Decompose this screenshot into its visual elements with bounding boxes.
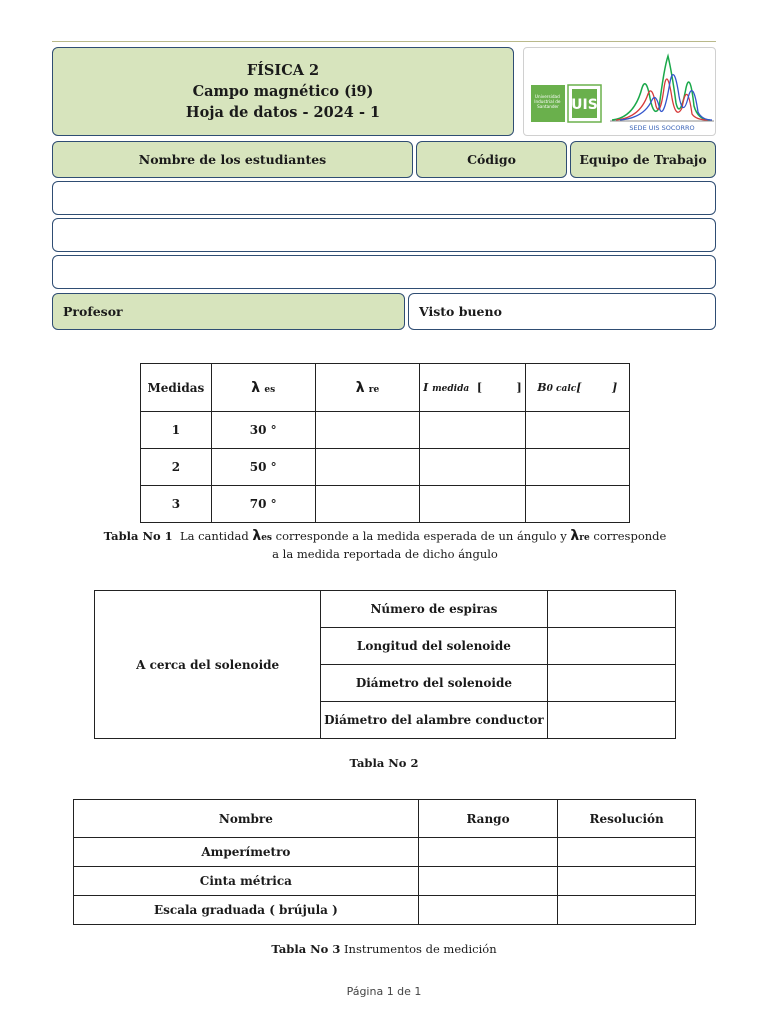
student-row-1[interactable]	[52, 181, 716, 215]
professor-label: Profesor	[52, 293, 405, 330]
table1-row	[141, 449, 630, 486]
table3-row	[74, 896, 696, 925]
table1-row	[141, 412, 630, 449]
table3-range-cell[interactable]	[418, 867, 558, 896]
table1-row-number: 3	[141, 486, 212, 523]
top-rule	[52, 41, 716, 42]
table1-cell-field[interactable]	[525, 449, 629, 486]
table1-cell-lambda-re[interactable]	[315, 449, 420, 486]
table2-row-label: Número de espiras	[321, 591, 547, 628]
table1-header-row	[141, 364, 630, 412]
table1-row-angle: 50 °	[211, 449, 315, 486]
table3-resolution-cell[interactable]	[558, 867, 696, 896]
table1-cell-current[interactable]	[420, 412, 525, 449]
table1-row	[141, 486, 630, 523]
page-number: Página 1 de 1	[346, 985, 422, 998]
table3-header-range: Rango	[418, 800, 558, 838]
table3-caption: Tabla No 3 Instrumentos de medición	[271, 942, 497, 956]
uis-logo	[524, 48, 715, 135]
table3-resolution-cell[interactable]	[558, 838, 696, 867]
table1-caption: Tabla No 1 La cantidad λes corresponde a la medida esperada de un ángulo y λre corresponde a la medida reportada de dicho ángulo	[103, 528, 667, 561]
logo-caption: SEDE UIS SOCORRO	[629, 124, 695, 132]
table2-value-cell[interactable]	[547, 665, 675, 702]
table3-row	[74, 867, 696, 896]
table2-section-label: A cerca del solenoide	[95, 591, 321, 739]
table1-cell-field[interactable]	[525, 486, 629, 523]
table1-header-current: I medida [ ]	[420, 364, 525, 412]
lab-title: Campo magnético (i9)	[192, 83, 374, 100]
student-row-2[interactable]	[52, 218, 716, 252]
table1-cell-current[interactable]	[420, 486, 525, 523]
students-code-header: Código	[416, 141, 567, 178]
approval-field[interactable]: Visto bueno	[408, 293, 716, 330]
table2-value-cell[interactable]	[547, 591, 675, 628]
students-team-header: Equipo de Trabajo	[570, 141, 716, 178]
table2-row-label: Diámetro del alambre conductor	[321, 702, 547, 739]
table1-cell-lambda-re[interactable]	[315, 486, 420, 523]
table1-header-field: B0 calc[ ]	[525, 364, 629, 412]
table3-instrument-name: Amperímetro	[74, 838, 419, 867]
table2-value-cell[interactable]	[547, 628, 675, 665]
table1-header-lambda-re: λ re	[315, 364, 420, 412]
table2-row	[95, 591, 676, 628]
table3-instrument-name: Escala graduada ( brújula )	[74, 896, 419, 925]
course-title: FÍSICA 2	[246, 62, 320, 79]
header-title-box	[52, 47, 514, 136]
table2-row-label: Longitud del solenoide	[321, 628, 547, 665]
table2-value-cell[interactable]	[547, 702, 675, 739]
table1-row-angle: 30 °	[211, 412, 315, 449]
table3-instrument-name: Cinta métrica	[74, 867, 419, 896]
logo-box	[523, 47, 716, 136]
table1-header-lambda-es: λ es	[211, 364, 315, 412]
table3-range-cell[interactable]	[418, 896, 558, 925]
student-row-3[interactable]	[52, 255, 716, 289]
table3-header-name: Nombre	[74, 800, 419, 838]
sheet-title: Hoja de datos - 2024 - 1	[185, 104, 381, 121]
instruments-table	[73, 799, 696, 925]
table1-cell-lambda-re[interactable]	[315, 412, 420, 449]
table2-row-label: Diámetro del solenoide	[321, 665, 547, 702]
measurements-table	[140, 363, 630, 523]
table1-row-angle: 70 °	[211, 486, 315, 523]
spectrum-blue-curve	[620, 75, 712, 120]
uis-emblem-mark: UIS	[571, 97, 598, 113]
table1-row-number: 2	[141, 449, 212, 486]
table1-cell-field[interactable]	[525, 412, 629, 449]
table3-header-resolution: Resolución	[558, 800, 696, 838]
solenoid-table	[94, 590, 676, 739]
table3-range-cell[interactable]	[418, 838, 558, 867]
table3-header-row	[74, 800, 696, 838]
table2-caption: Tabla No 2	[349, 756, 419, 770]
table3-row	[74, 838, 696, 867]
table1-row-number: 1	[141, 412, 212, 449]
table1-cell-current[interactable]	[420, 449, 525, 486]
table3-resolution-cell[interactable]	[558, 896, 696, 925]
uis-logo-text: Universidad Industrial de Santander	[534, 94, 561, 109]
students-name-header: Nombre de los estudiantes	[52, 141, 413, 178]
spectrum-green-curve	[612, 56, 710, 120]
table1-header-medidas: Medidas	[141, 364, 212, 412]
